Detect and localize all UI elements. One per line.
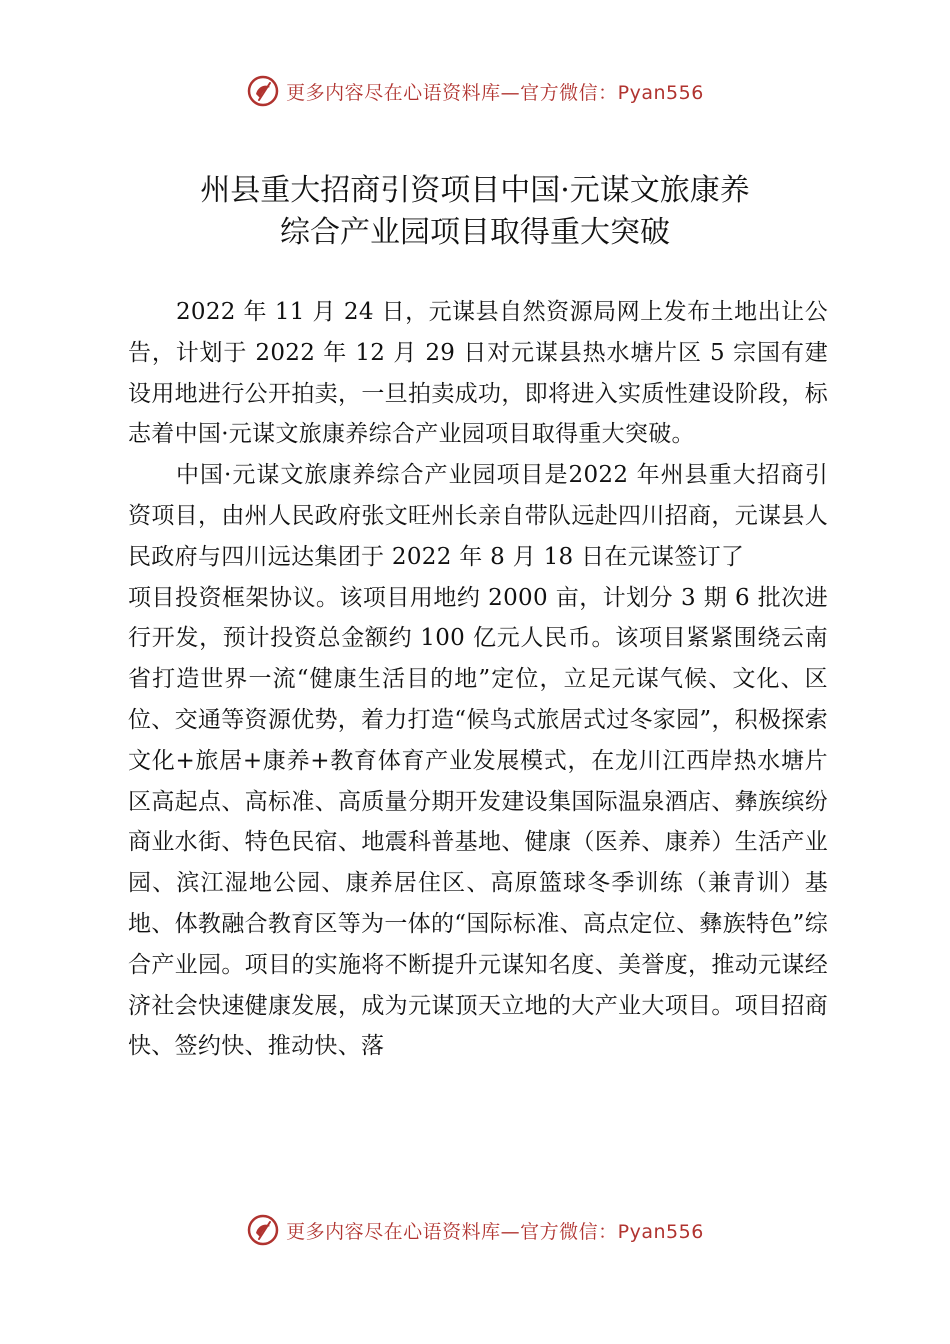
header-banner-text: 更多内容尽在心语资料库—官方微信：Pyan556 — [286, 81, 704, 104]
footer-banner — [0, 1210, 950, 1250]
pen-heart-logo-icon — [246, 74, 280, 108]
paragraph-1: 2022 年 11 月 24 日，元谋县自然资源局网上发布土地出让公告，计划于 2022 年 12 月 29 日对元谋县热水塘片区 5 宗国有建设用地进行公开拍卖，一旦拍卖成功，即将进入实质性建设阶段，标志着中国·元谋文旅康养综合产业园项目取得重大突破。 — [128, 299, 828, 448]
footer-banner-text: 更多内容尽在心语资料库—官方微信：Pyan556 — [286, 1220, 704, 1243]
header-banner — [0, 71, 950, 111]
paragraph-2: 中国·元谋文旅康养综合产业园项目是2022 年州县重大招商引资项目，由州人民政府张文旺州长亲自带队远赴四川招商，元谋县人民政府与四川远达集团于 2022 年 8 月 18 日在元谋签订了 — [128, 462, 828, 570]
paragraph-3: 项目投资框架协议。该项目用地约 2000 亩，计划分 3 期 6 批次进行开发，预计投资总金额约 100 亿元人民币。该项目紧紧围绕云南省打造世界一流“健康生活目的地”定位，立足元谋气候、文化、区位、交通等资源优势，着力打造“候鸟式旅居式过冬家园”，积极探索文化+旅居+康养+教育体育产业发展模式，在龙川江西岸热水塘片区高起点、高标准、高质量分期开发建设集国际温泉酒店、彝族缤纷商业水街、特色民宿、地震科普基地、健康（医养、康养）生活产业园、滨江湿地公园、康养居住区、高原篮球冬季训练（兼青训）基地、体教融合教育区等为一体的“国际标准、高点定位、彝族特色”综合产业园。项目的实施将不断提升元谋知名度、美誉度，推动元谋经济社会快速健康发展，成为元谋顶天立地的大产业大项目。项目招商快、签约快、推动快、落 — [128, 584, 828, 1060]
document-body — [128, 292, 828, 1067]
title-line-2: 综合产业园项目取得重大突破 — [280, 215, 670, 250]
pen-heart-logo-icon — [246, 1213, 280, 1247]
title-line-1: 州县重大招商引资项目中国·元谋文旅康养 — [200, 173, 750, 208]
document-title — [0, 170, 950, 254]
